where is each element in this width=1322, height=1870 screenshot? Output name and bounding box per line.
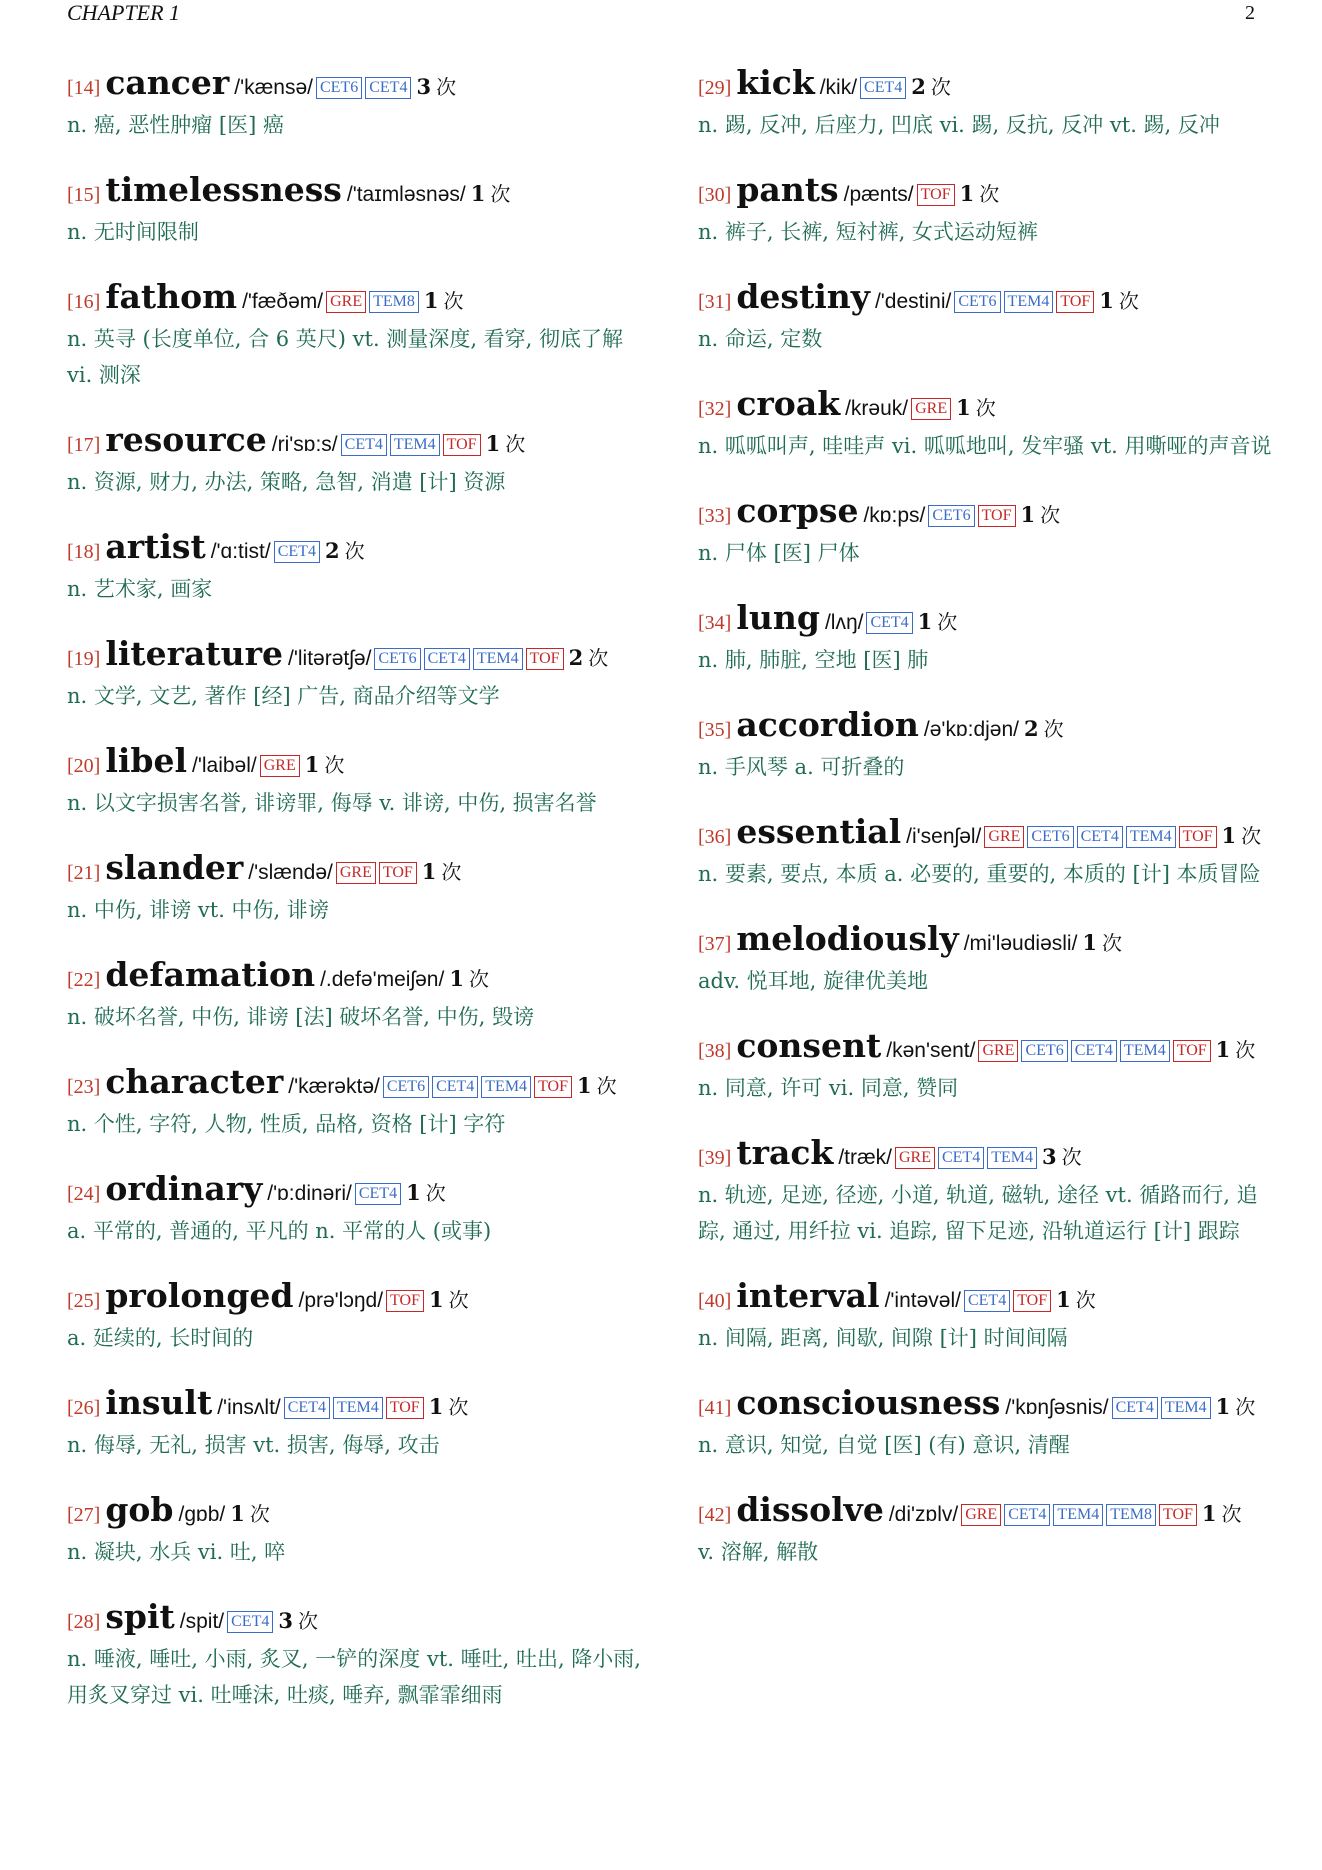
entry-headword-line bbox=[698, 1277, 1272, 1320]
occurrence-count: 1 bbox=[230, 1501, 245, 1526]
vocab-entry bbox=[67, 1598, 641, 1713]
occurrence-unit: 次 bbox=[1102, 931, 1123, 955]
occurrence-unit: 次 bbox=[1221, 1502, 1242, 1526]
occurrence-unit: 次 bbox=[443, 289, 464, 313]
occurrence-unit: 次 bbox=[1241, 824, 1262, 848]
headword: destiny bbox=[736, 277, 870, 316]
exam-tag: TOF bbox=[379, 862, 417, 884]
exam-tag: TEM4 bbox=[333, 1397, 383, 1419]
definition: n. 个性, 字符, 人物, 性质, 品格, 资格 [计] 字符 bbox=[67, 1112, 506, 1136]
definition: n. 凝块, 水兵 vi. 吐, 啐 bbox=[67, 1540, 286, 1564]
entry-headword-line bbox=[698, 920, 1272, 963]
exam-tag: TOF bbox=[1173, 1040, 1211, 1062]
entry-number: [33] bbox=[698, 505, 732, 527]
vocab-entry bbox=[698, 1277, 1272, 1356]
headword: consciousness bbox=[736, 1383, 1001, 1422]
headword: accordion bbox=[736, 705, 919, 744]
exam-tag: TEM8 bbox=[369, 291, 419, 313]
phonetic: /lʌŋ/ bbox=[824, 611, 864, 634]
headword: cancer bbox=[105, 63, 230, 102]
occurrence-count: 1 bbox=[421, 859, 437, 884]
occurrence-count: 1 bbox=[1056, 1287, 1071, 1312]
occurrence-unit: 次 bbox=[425, 1181, 446, 1205]
occurrence-count: 1 bbox=[428, 1287, 444, 1312]
vocab-entry bbox=[67, 421, 641, 500]
occurrence-unit: 次 bbox=[979, 182, 1000, 206]
exam-tag: TOF bbox=[526, 648, 564, 670]
exam-tag: CET4 bbox=[938, 1147, 984, 1169]
occurrence-unit: 次 bbox=[1075, 1288, 1096, 1312]
definition: n. 破坏名誉, 中伤, 诽谤 [法] 破坏名誉, 中伤, 毁谤 bbox=[67, 1005, 535, 1029]
occurrence-count: 1 bbox=[1099, 288, 1114, 313]
occurrence-unit: 次 bbox=[937, 610, 958, 634]
headword: fathom bbox=[105, 277, 238, 316]
vocab-entry bbox=[698, 1134, 1272, 1249]
headword: gob bbox=[105, 1490, 174, 1529]
vocab-entry bbox=[67, 528, 641, 607]
headword: interval bbox=[736, 1276, 880, 1315]
exam-tag: CET4 bbox=[341, 434, 387, 456]
entry-number: [19] bbox=[67, 648, 101, 670]
exam-tag: CET4 bbox=[274, 541, 320, 563]
phonetic: /'kærəktə/ bbox=[288, 1075, 380, 1098]
exam-tag: GRE bbox=[895, 1147, 935, 1169]
phonetic: /.defə'meiʃən/ bbox=[320, 968, 445, 991]
entry-headword-line bbox=[67, 849, 641, 892]
occurrence-count: 2 bbox=[911, 74, 926, 99]
occurrence-unit: 次 bbox=[975, 396, 996, 420]
exam-tag: CET4 bbox=[1077, 826, 1123, 848]
occurrence-unit: 次 bbox=[930, 75, 951, 99]
entry-number: [32] bbox=[698, 398, 732, 420]
exam-tag: CET4 bbox=[964, 1290, 1010, 1312]
entry-number: [17] bbox=[67, 434, 101, 456]
occurrence-count: 1 bbox=[1221, 823, 1237, 848]
vocab-entry bbox=[698, 1384, 1272, 1463]
occurrence-count: 3 bbox=[278, 1608, 293, 1633]
vocab-entry bbox=[67, 171, 641, 250]
exam-tag: CET6 bbox=[374, 648, 420, 670]
entry-number: [42] bbox=[698, 1504, 732, 1526]
definition: n. 英寻 (长度单位, 合 6 英尺) vt. 测量深度, 看穿, 彻底了解 vi. 测深 bbox=[67, 327, 624, 387]
entry-headword-line bbox=[698, 706, 1272, 749]
entry-headword-line bbox=[698, 492, 1272, 535]
occurrence-unit: 次 bbox=[436, 75, 457, 99]
exam-tag: TOF bbox=[534, 1076, 572, 1098]
exam-tag: GRE bbox=[911, 398, 951, 420]
exam-tag: CET6 bbox=[1027, 826, 1073, 848]
phonetic: /i'senʃəl/ bbox=[906, 825, 982, 848]
exam-tag: TOF bbox=[386, 1397, 424, 1419]
definition: a. 平常的, 普通的, 平凡的 n. 平常的人 (或事) bbox=[67, 1219, 492, 1243]
entry-number: [35] bbox=[698, 719, 732, 741]
phonetic: /'destini/ bbox=[874, 290, 952, 313]
definition: n. 艺术家, 画家 bbox=[67, 577, 213, 601]
entry-number: [24] bbox=[67, 1183, 101, 1205]
exam-tag: CET6 bbox=[383, 1076, 429, 1098]
occurrence-count: 1 bbox=[1082, 930, 1098, 955]
exam-tag: TEM4 bbox=[390, 434, 440, 456]
definition: v. 溶解, 解散 bbox=[698, 1540, 819, 1564]
entry-headword-line bbox=[698, 64, 1272, 107]
exam-tag: CET4 bbox=[866, 612, 912, 634]
vocab-entry bbox=[67, 278, 641, 393]
definition: n. 以文字损害名誉, 诽谤罪, 侮辱 v. 诽谤, 中伤, 损害名誉 bbox=[67, 791, 597, 815]
phonetic: /kɒ:ps/ bbox=[863, 504, 926, 527]
occurrence-unit: 次 bbox=[249, 1502, 270, 1526]
exam-tag: CET4 bbox=[1004, 1504, 1050, 1526]
entry-headword-line bbox=[67, 278, 641, 321]
chapter-title: CHAPTER 1 bbox=[67, 0, 181, 25]
headword: pants bbox=[736, 170, 839, 209]
phonetic: /'fæðəm/ bbox=[242, 290, 324, 313]
exam-tag: TEM4 bbox=[481, 1076, 531, 1098]
entry-number: [28] bbox=[67, 1611, 101, 1633]
definition: n. 中伤, 诽谤 vt. 中伤, 诽谤 bbox=[67, 898, 329, 922]
entry-number: [25] bbox=[67, 1290, 101, 1312]
exam-tag: TOF bbox=[1179, 826, 1217, 848]
definition: n. 间隔, 距离, 间歇, 间隙 [计] 时间间隔 bbox=[698, 1326, 1068, 1350]
entry-headword-line bbox=[698, 813, 1272, 856]
entry-headword-line bbox=[67, 956, 641, 999]
phonetic: /ri'sɒ:s/ bbox=[271, 433, 338, 456]
vocab-entry bbox=[698, 599, 1272, 678]
entry-headword-line bbox=[698, 171, 1272, 214]
exam-tag: TOF bbox=[443, 434, 481, 456]
occurrence-unit: 次 bbox=[324, 753, 345, 777]
phonetic: /'intəvəl/ bbox=[884, 1289, 961, 1312]
occurrence-unit: 次 bbox=[588, 646, 609, 670]
definition: n. 踢, 反冲, 后座力, 凹底 vi. 踢, 反抗, 反冲 vt. 踢, 反冲 bbox=[698, 113, 1220, 137]
occurrence-count: 1 bbox=[1215, 1394, 1231, 1419]
exam-tag: TOF bbox=[917, 184, 955, 206]
occurrence-unit: 次 bbox=[441, 860, 462, 884]
vocab-entry bbox=[698, 278, 1272, 357]
exam-tag: GRE bbox=[984, 826, 1024, 848]
exam-tag: GRE bbox=[336, 862, 376, 884]
headword: kick bbox=[736, 63, 815, 102]
vocab-entry bbox=[67, 849, 641, 928]
occurrence-count: 1 bbox=[959, 181, 975, 206]
definition: n. 尸体 [医] 尸体 bbox=[698, 541, 860, 565]
definition: n. 资源, 财力, 办法, 策略, 急智, 消遣 [计] 资源 bbox=[67, 470, 506, 494]
vocab-entry bbox=[698, 171, 1272, 250]
entry-headword-line bbox=[698, 385, 1272, 428]
exam-tag: TOF bbox=[1056, 291, 1094, 313]
vocab-entry bbox=[67, 64, 641, 143]
vocab-entry bbox=[67, 1063, 641, 1142]
entry-number: [20] bbox=[67, 755, 101, 777]
exam-tag: TEM8 bbox=[1106, 1504, 1156, 1526]
occurrence-count: 1 bbox=[485, 431, 501, 456]
exam-tag: CET4 bbox=[1071, 1040, 1117, 1062]
occurrence-count: 2 bbox=[568, 645, 584, 670]
entry-number: [18] bbox=[67, 541, 101, 563]
headword: prolonged bbox=[105, 1276, 294, 1315]
occurrence-count: 1 bbox=[1020, 502, 1036, 527]
entry-number: [37] bbox=[698, 933, 732, 955]
exam-tag: GRE bbox=[978, 1040, 1018, 1062]
exam-tag: CET4 bbox=[424, 648, 470, 670]
vocab-entry bbox=[67, 635, 641, 714]
exam-tag: CET6 bbox=[316, 77, 362, 99]
phonetic: /kik/ bbox=[819, 76, 858, 99]
occurrence-unit: 次 bbox=[1235, 1395, 1256, 1419]
occurrence-unit: 次 bbox=[1040, 503, 1061, 527]
entry-number: [26] bbox=[67, 1397, 101, 1419]
vocab-entry bbox=[67, 1170, 641, 1249]
phonetic: /krəuk/ bbox=[845, 397, 909, 420]
occurrence-count: 1 bbox=[577, 1073, 592, 1098]
headword: spit bbox=[105, 1597, 175, 1636]
entry-headword-line bbox=[698, 1134, 1272, 1177]
exam-tag: CET4 bbox=[227, 1611, 273, 1633]
definition: n. 意识, 知觉, 自觉 [医] (有) 意识, 清醒 bbox=[698, 1433, 1070, 1457]
definition: n. 同意, 许可 vi. 同意, 赞同 bbox=[698, 1076, 959, 1100]
entry-number: [41] bbox=[698, 1397, 732, 1419]
phonetic: /træk/ bbox=[838, 1146, 892, 1169]
entry-number: [15] bbox=[67, 184, 101, 206]
entry-number: [29] bbox=[698, 77, 732, 99]
exam-tag: TEM4 bbox=[1053, 1504, 1103, 1526]
exam-tag: TEM4 bbox=[1120, 1040, 1170, 1062]
phonetic: /pænts/ bbox=[843, 183, 914, 206]
entry-headword-line bbox=[67, 1063, 641, 1106]
occurrence-count: 2 bbox=[324, 538, 340, 563]
vocab-entry bbox=[67, 1384, 641, 1463]
entry-headword-line bbox=[67, 1384, 641, 1427]
definition: a. 延续的, 长时间的 bbox=[67, 1326, 254, 1350]
entry-number: [22] bbox=[67, 969, 101, 991]
exam-tag: CET4 bbox=[860, 77, 906, 99]
headword: lung bbox=[736, 598, 820, 637]
definition: n. 癌, 恶性肿瘤 [医] 癌 bbox=[67, 113, 284, 137]
occurrence-count: 1 bbox=[304, 752, 320, 777]
headword: insult bbox=[105, 1383, 213, 1422]
entry-headword-line bbox=[67, 1598, 641, 1641]
vocab-entry bbox=[698, 385, 1272, 464]
definition: n. 文学, 文艺, 著作 [经] 广告, 商品介绍等文学 bbox=[67, 684, 500, 708]
exam-tag: GRE bbox=[961, 1504, 1001, 1526]
occurrence-unit: 次 bbox=[448, 1395, 469, 1419]
occurrence-count: 1 bbox=[428, 1394, 444, 1419]
definition: n. 肺, 肺脏, 空地 [医] 肺 bbox=[698, 648, 929, 672]
phonetic: /ə'kɒ:djən/ bbox=[923, 718, 1019, 741]
occurrence-unit: 次 bbox=[505, 432, 526, 456]
entry-headword-line bbox=[67, 635, 641, 678]
vocab-entry bbox=[698, 813, 1272, 892]
entry-headword-line bbox=[67, 1277, 641, 1320]
definition: n. 裤子, 长裤, 短衬裤, 女式运动短裤 bbox=[698, 220, 1038, 244]
entry-number: [23] bbox=[67, 1076, 101, 1098]
vocab-entry bbox=[698, 1027, 1272, 1106]
headword: ordinary bbox=[105, 1169, 263, 1208]
exam-tag: TEM4 bbox=[1004, 291, 1054, 313]
entry-number: [31] bbox=[698, 291, 732, 313]
entry-number: [30] bbox=[698, 184, 732, 206]
exam-tag: CET4 bbox=[365, 77, 411, 99]
vocab-entry bbox=[698, 1491, 1272, 1570]
exam-tag: TOF bbox=[1159, 1504, 1197, 1526]
entry-headword-line bbox=[67, 1491, 641, 1534]
headword: essential bbox=[736, 812, 902, 851]
headword: artist bbox=[105, 527, 206, 566]
entry-headword-line bbox=[67, 742, 641, 785]
definition: n. 手风琴 a. 可折叠的 bbox=[698, 755, 905, 779]
exam-tag: TOF bbox=[978, 505, 1016, 527]
headword: corpse bbox=[736, 491, 859, 530]
vocab-entry bbox=[67, 1491, 641, 1570]
phonetic: /'kænsə/ bbox=[234, 76, 313, 99]
occurrence-count: 1 bbox=[449, 966, 464, 991]
headword: dissolve bbox=[736, 1490, 884, 1529]
definition: n. 要素, 要点, 本质 a. 必要的, 重要的, 本质的 [计] 本质冒险 bbox=[698, 862, 1261, 886]
entry-number: [38] bbox=[698, 1040, 732, 1062]
entry-number: [39] bbox=[698, 1147, 732, 1169]
occurrence-unit: 次 bbox=[1061, 1145, 1082, 1169]
definition: n. 呱呱叫声, 哇哇声 vi. 呱呱地叫, 发牢骚 vt. 用嘶哑的声音说 bbox=[698, 434, 1272, 458]
occurrence-count: 2 bbox=[1024, 716, 1039, 741]
exam-tag: CET6 bbox=[1021, 1040, 1067, 1062]
occurrence-count: 1 bbox=[423, 288, 439, 313]
occurrence-count: 3 bbox=[416, 74, 432, 99]
entry-number: [14] bbox=[67, 77, 101, 99]
vocab-entry bbox=[67, 956, 641, 1035]
occurrence-unit: 次 bbox=[448, 1288, 469, 1312]
entry-headword-line bbox=[698, 1384, 1272, 1427]
occurrence-count: 1 bbox=[406, 1180, 421, 1205]
headword: libel bbox=[105, 741, 188, 780]
phonetic: /spit/ bbox=[179, 1610, 225, 1633]
occurrence-count: 1 bbox=[956, 395, 971, 420]
exam-tag: GRE bbox=[326, 291, 366, 313]
entry-number: [16] bbox=[67, 291, 101, 313]
occurrence-unit: 次 bbox=[1235, 1038, 1256, 1062]
exam-tag: TOF bbox=[1013, 1290, 1051, 1312]
exam-tag: TEM4 bbox=[473, 648, 523, 670]
phonetic: /'ɑ:tist/ bbox=[210, 540, 271, 563]
occurrence-unit: 次 bbox=[297, 1609, 318, 1633]
exam-tag: GRE bbox=[260, 755, 300, 777]
occurrence-count: 3 bbox=[1041, 1144, 1057, 1169]
exam-tag: TEM4 bbox=[1161, 1397, 1211, 1419]
page-header bbox=[67, 0, 1255, 30]
definition: n. 无时间限制 bbox=[67, 220, 199, 244]
occurrence-unit: 次 bbox=[1043, 717, 1064, 741]
headword: slander bbox=[105, 848, 244, 887]
occurrence-count: 1 bbox=[917, 609, 933, 634]
headword: croak bbox=[736, 384, 841, 423]
entry-headword-line bbox=[698, 599, 1272, 642]
entry-headword-line bbox=[698, 278, 1272, 321]
entry-headword-line bbox=[67, 528, 641, 571]
headword: track bbox=[736, 1133, 834, 1172]
entry-number: [40] bbox=[698, 1290, 732, 1312]
exam-tag: CET4 bbox=[1112, 1397, 1158, 1419]
exam-tag: CET4 bbox=[355, 1183, 401, 1205]
exam-tag: CET4 bbox=[432, 1076, 478, 1098]
phonetic: /'laibəl/ bbox=[192, 754, 257, 777]
exam-tag: CET6 bbox=[928, 505, 974, 527]
vocab-entry bbox=[698, 706, 1272, 785]
left-column bbox=[67, 64, 641, 1741]
entry-number: [27] bbox=[67, 1504, 101, 1526]
definition: n. 唾液, 唾吐, 小雨, 炙叉, 一铲的深度 vt. 唾吐, 吐出, 降小雨, 用炙叉穿过 vi. 吐唾沫, 吐痰, 唾弃, 飘霏霏细雨 bbox=[67, 1647, 641, 1707]
exam-tag: TEM4 bbox=[1126, 826, 1176, 848]
entry-number: [34] bbox=[698, 612, 732, 634]
definition: adv. 悦耳地, 旋律优美地 bbox=[698, 969, 929, 993]
vocab-entry bbox=[698, 920, 1272, 999]
phonetic: /'slændə/ bbox=[248, 861, 333, 884]
entry-headword-line bbox=[67, 171, 641, 214]
occurrence-unit: 次 bbox=[344, 539, 365, 563]
headword: character bbox=[105, 1062, 284, 1101]
entry-headword-line bbox=[67, 64, 641, 107]
definition: n. 命运, 定数 bbox=[698, 327, 823, 351]
definition: n. 侮辱, 无礼, 损害 vt. 损害, 侮辱, 攻击 bbox=[67, 1433, 440, 1457]
exam-tag: CET6 bbox=[954, 291, 1000, 313]
page-number: 2 bbox=[1245, 2, 1255, 24]
phonetic: /mi'ləudiəsli/ bbox=[963, 932, 1078, 955]
phonetic: /'litərətʃə/ bbox=[288, 647, 372, 670]
headword: melodiously bbox=[736, 919, 959, 958]
phonetic: /gɒb/ bbox=[178, 1503, 226, 1526]
phonetic: /di'zɒlv/ bbox=[888, 1503, 959, 1526]
definition: n. 轨迹, 足迹, 径迹, 小道, 轨道, 磁轨, 途径 vt. 循路而行, 追踪, 通过, 用纤拉 vi. 追踪, 留下足迹, 沿轨道运行 [计] 跟踪 bbox=[698, 1183, 1258, 1243]
entry-headword-line bbox=[698, 1491, 1272, 1534]
phonetic: /prə'lɔŋd/ bbox=[298, 1289, 384, 1312]
exam-tag: CET4 bbox=[284, 1397, 330, 1419]
vocab-entry bbox=[67, 1277, 641, 1356]
entry-number: [21] bbox=[67, 862, 101, 884]
occurrence-count: 1 bbox=[1201, 1501, 1217, 1526]
occurrence-unit: 次 bbox=[1118, 289, 1139, 313]
exam-tag: TOF bbox=[386, 1290, 424, 1312]
phonetic: /kən'sent/ bbox=[886, 1039, 976, 1062]
occurrence-unit: 次 bbox=[468, 967, 489, 991]
exam-tag: TEM4 bbox=[987, 1147, 1037, 1169]
headword: timelessness bbox=[105, 170, 342, 209]
headword: literature bbox=[105, 634, 284, 673]
headword: consent bbox=[736, 1026, 882, 1065]
occurrence-unit: 次 bbox=[490, 182, 511, 206]
phonetic: /'taɪmləsnəs/ bbox=[346, 183, 466, 206]
headword: resource bbox=[105, 420, 267, 459]
phonetic: /'insʌlt/ bbox=[217, 1396, 281, 1419]
vocab-entry bbox=[698, 492, 1272, 571]
occurrence-count: 1 bbox=[470, 181, 486, 206]
right-column bbox=[698, 64, 1272, 1598]
occurrence-unit: 次 bbox=[596, 1074, 617, 1098]
occurrence-count: 1 bbox=[1215, 1037, 1231, 1062]
phonetic: /'ɒ:dinəri/ bbox=[267, 1182, 352, 1205]
entry-number: [36] bbox=[698, 826, 732, 848]
entry-headword-line bbox=[67, 421, 641, 464]
entry-headword-line bbox=[67, 1170, 641, 1213]
vocab-entry bbox=[67, 742, 641, 821]
phonetic: /'kɒnʃəsnis/ bbox=[1005, 1396, 1109, 1419]
vocab-entry bbox=[698, 64, 1272, 143]
headword: defamation bbox=[105, 955, 316, 994]
entry-headword-line bbox=[698, 1027, 1272, 1070]
